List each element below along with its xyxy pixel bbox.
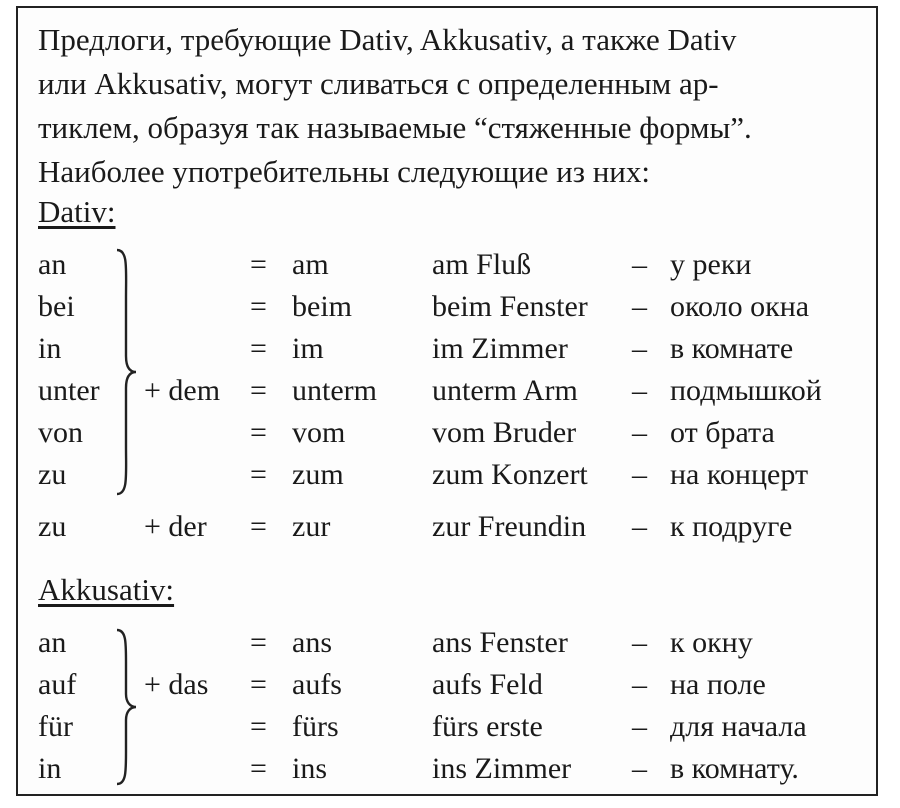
contracted-form: fürs [292,710,339,743]
preposition: unter [38,374,100,407]
right-brace-icon [114,248,138,496]
equals-sign: = [250,458,267,491]
example-phrase: vom Bruder [432,416,577,449]
preposition: bei [38,290,75,323]
equals-sign: = [250,510,267,543]
dativ-heading: Dativ: [38,194,116,229]
dash: – [632,416,647,449]
preposition: von [38,416,83,449]
intro-line-3: тиклем, образуя так называемые “стяженные формы”. [38,110,752,145]
example-phrase: am Fluß [432,248,532,281]
table-row [18,622,878,664]
preposition: auf [38,668,77,701]
dash: – [632,290,647,323]
equals-sign: = [250,290,267,323]
equals-sign: = [250,710,267,743]
equals-sign: = [250,416,267,449]
equals-sign: = [250,374,267,407]
article-dem: + dem [144,374,221,407]
article-der: + der [144,510,207,543]
example-phrase: ans Fenster [432,626,568,659]
contracted-form: am [292,248,329,281]
dash: – [632,510,647,543]
intro-paragraph [38,18,868,194]
dash: – [632,626,647,659]
preposition: zu [38,510,67,543]
dash: – [632,752,647,785]
table-row [18,748,878,790]
table-row [18,454,878,496]
equals-sign: = [250,248,267,281]
example-phrase: aufs Feld [432,668,543,701]
preposition: zu [38,458,67,491]
translation: у реки [670,248,752,281]
dash: – [632,458,647,491]
equals-sign: = [250,626,267,659]
preposition: an [38,626,67,659]
example-phrase: zur Freundin [432,510,587,543]
example-phrase: beim Fenster [432,290,588,323]
translation: от брата [670,416,775,449]
example-phrase: fürs erste [432,710,543,743]
equals-sign: = [250,668,267,701]
dash: – [632,332,647,365]
contracted-form: ins [292,752,328,785]
equals-sign: = [250,332,267,365]
translation: в комнату. [670,752,799,785]
example-phrase: ins Zimmer [432,752,572,785]
example-phrase: unterm Arm [432,374,578,407]
translation: в комнате [670,332,794,365]
article-das: + das [144,668,209,701]
akkusativ-heading: Akkusativ: [38,572,175,607]
dash: – [632,710,647,743]
contracted-form: zur [292,510,331,543]
equals-sign: = [250,752,267,785]
preposition: in [38,752,62,785]
contracted-form: vom [292,416,346,449]
right-brace-icon [114,628,138,786]
table-row [18,412,878,454]
contracted-form: aufs [292,668,342,701]
intro-line-2: или Akkusativ, могут сливаться с определенным ар- [38,66,719,101]
contracted-form: zum [292,458,344,491]
contracted-form: unterm [292,374,377,407]
table-row [18,286,878,328]
translation: на концерт [670,458,809,491]
table-row [18,328,878,370]
dash: – [632,374,647,407]
intro-line-4: Наиболее употребительны следующие из них: [38,154,651,189]
table-row [18,506,878,548]
translation: около окна [670,290,810,323]
dash: – [632,668,647,701]
preposition: für [38,710,73,743]
example-phrase: zum Konzert [432,458,588,491]
intro-line-1: Предлоги, требующие Dativ, Akkusativ, а также Dativ [38,22,737,57]
example-phrase: im Zimmer [432,332,568,365]
grammar-box [16,6,878,796]
translation: к окну [670,626,753,659]
table-row [18,244,878,286]
preposition: in [38,332,62,365]
contracted-form: beim [292,290,352,323]
table-row [18,706,878,748]
translation: на поле [670,668,766,701]
contracted-form: ans [292,626,332,659]
preposition: an [38,248,67,281]
translation: подмышкой [670,374,822,407]
translation: для начала [670,710,807,743]
dash: – [632,248,647,281]
translation: к подруге [670,510,793,543]
contracted-form: im [292,332,324,365]
